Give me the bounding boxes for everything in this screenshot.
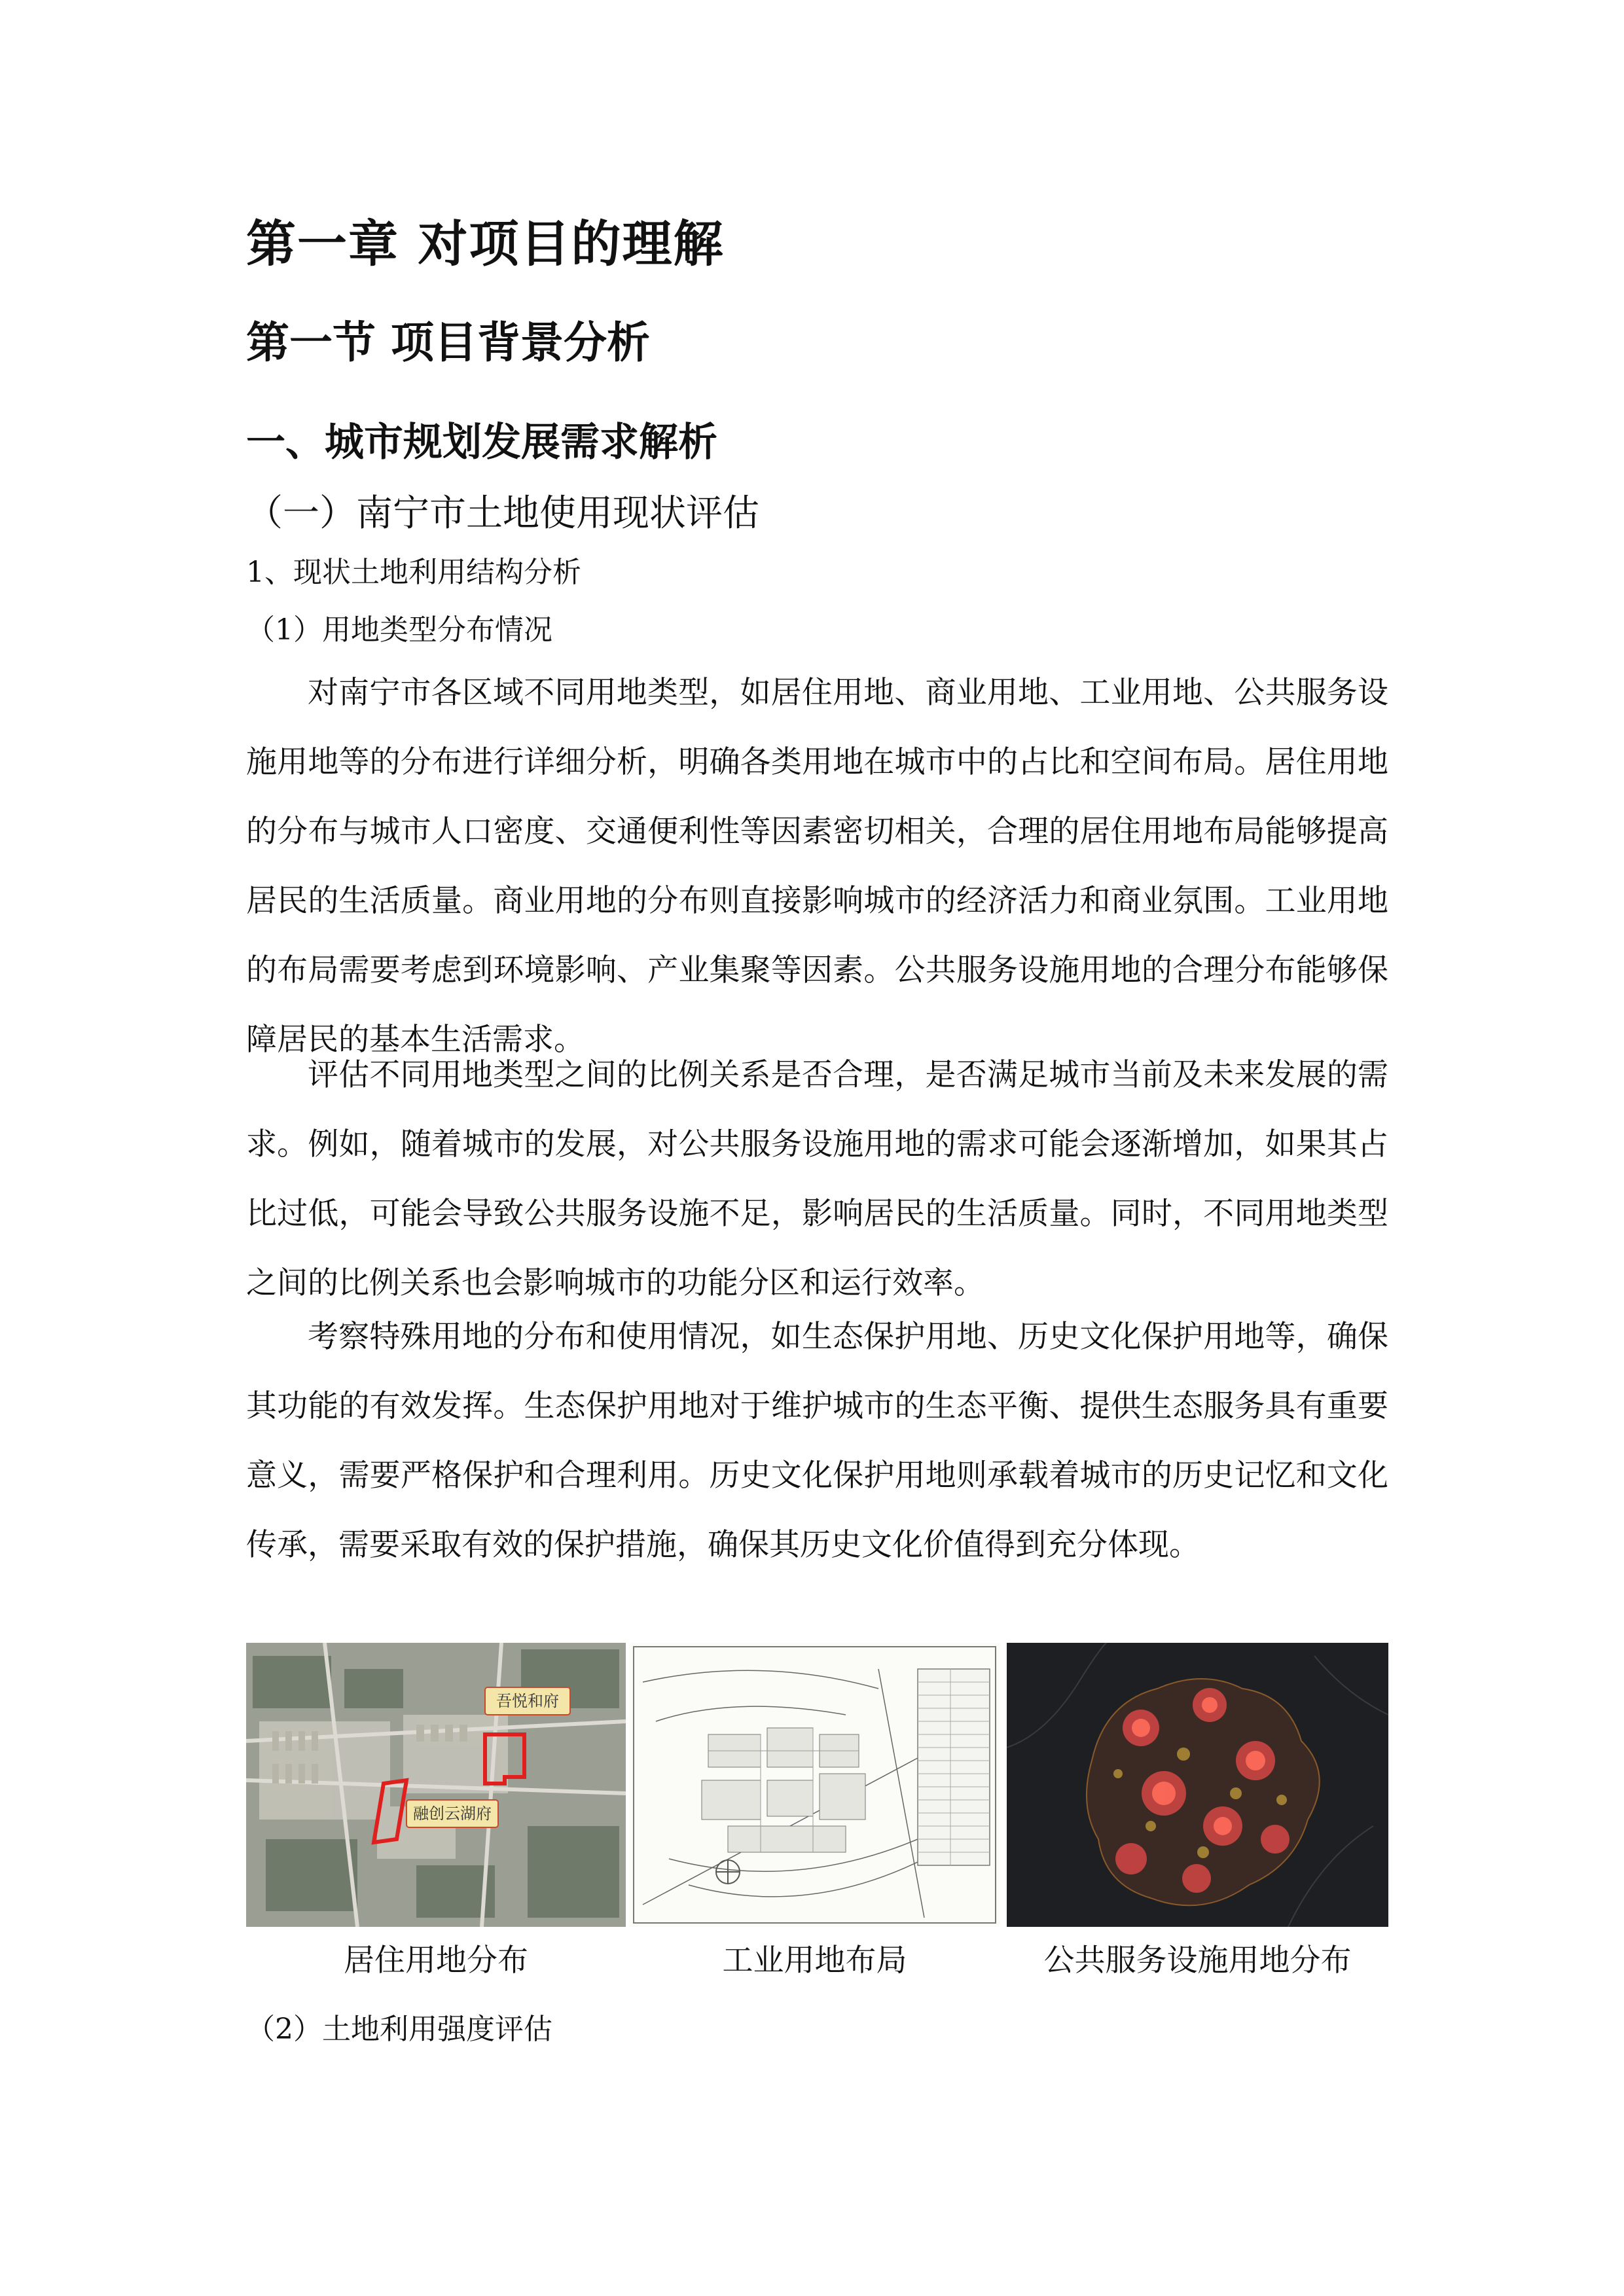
subsection-title: 一、城市规划发展需求解析: [246, 420, 717, 465]
paragraph-land-use-ratio: 评估不同用地类型之间的比例关系是否合理，是否满足城市当前及未来发展的需求。例如，随着城市的发展，对公共服务设施用地的需求可能会逐渐增加，如果其占比过低，可能会导致公共服务设施不足，影响居民的生活质量。同时，不同用地类型之间的比例关系也会影响城市的功能分区和运行效率。: [246, 1057, 1388, 1301]
label-rongchuang-yunhufu: 融创云湖府: [413, 1804, 492, 1823]
item-title: 1、现状土地利用结构分析: [246, 556, 581, 589]
subsubsection-title: （一）南宁市土地使用现状评估: [246, 492, 759, 535]
subitem-2-title: （2）土地利用强度评估: [246, 2013, 552, 2046]
figure-caption-industrial: 工业用地布局: [722, 1943, 907, 1979]
chapter-title: 第一章 对项目的理解: [246, 215, 725, 273]
section-title: 第一节 项目背景分析: [246, 317, 650, 368]
figure-caption-public-service: 公共服务设施用地分布: [1043, 1943, 1352, 1979]
paragraph-special-land: 考察特殊用地的分布和使用情况，如生态保护用地、历史文化保护用地等，确保其功能的有效发挥。生态保护用地对于维护城市的生态平衡、提供生态服务具有重要意义，需要严格保护和合理利用。历史文化保护用地则承载着城市的历史记忆和文化传承，需要采取有效的保护措施，确保其历史文化价值得到充分体现。: [246, 1319, 1388, 1563]
paragraph-land-use-distribution: 对南宁市各区域不同用地类型，如居住用地、商业用地、工业用地、公共服务设施用地等的分布进行详细分析，明确各类用地在城市中的占比和空间布局。居住用地的分布与城市人口密度、交通便利性等因素密切相关，合理的居住用地布局能够提高居民的生活质量。商业用地的分布则直接影响城市的经济活力和商业氛围。工业用地的布局需要考虑到环境影响、产业集聚等因素。公共服务设施用地的合理分布能够保障居民的基本生活需求。: [246, 675, 1388, 1058]
industrial-land-plan-image: [630, 1643, 1000, 1927]
label-wuyue-hefu: 吾悦和府: [496, 1692, 559, 1710]
figure-caption-residential: 居住用地分布: [344, 1943, 528, 1979]
residential-land-satellite-image: [246, 1643, 626, 1927]
public-service-heatmap-image: [1007, 1643, 1388, 1927]
subitem-1-title: （1）用地类型分布情况: [246, 613, 552, 647]
